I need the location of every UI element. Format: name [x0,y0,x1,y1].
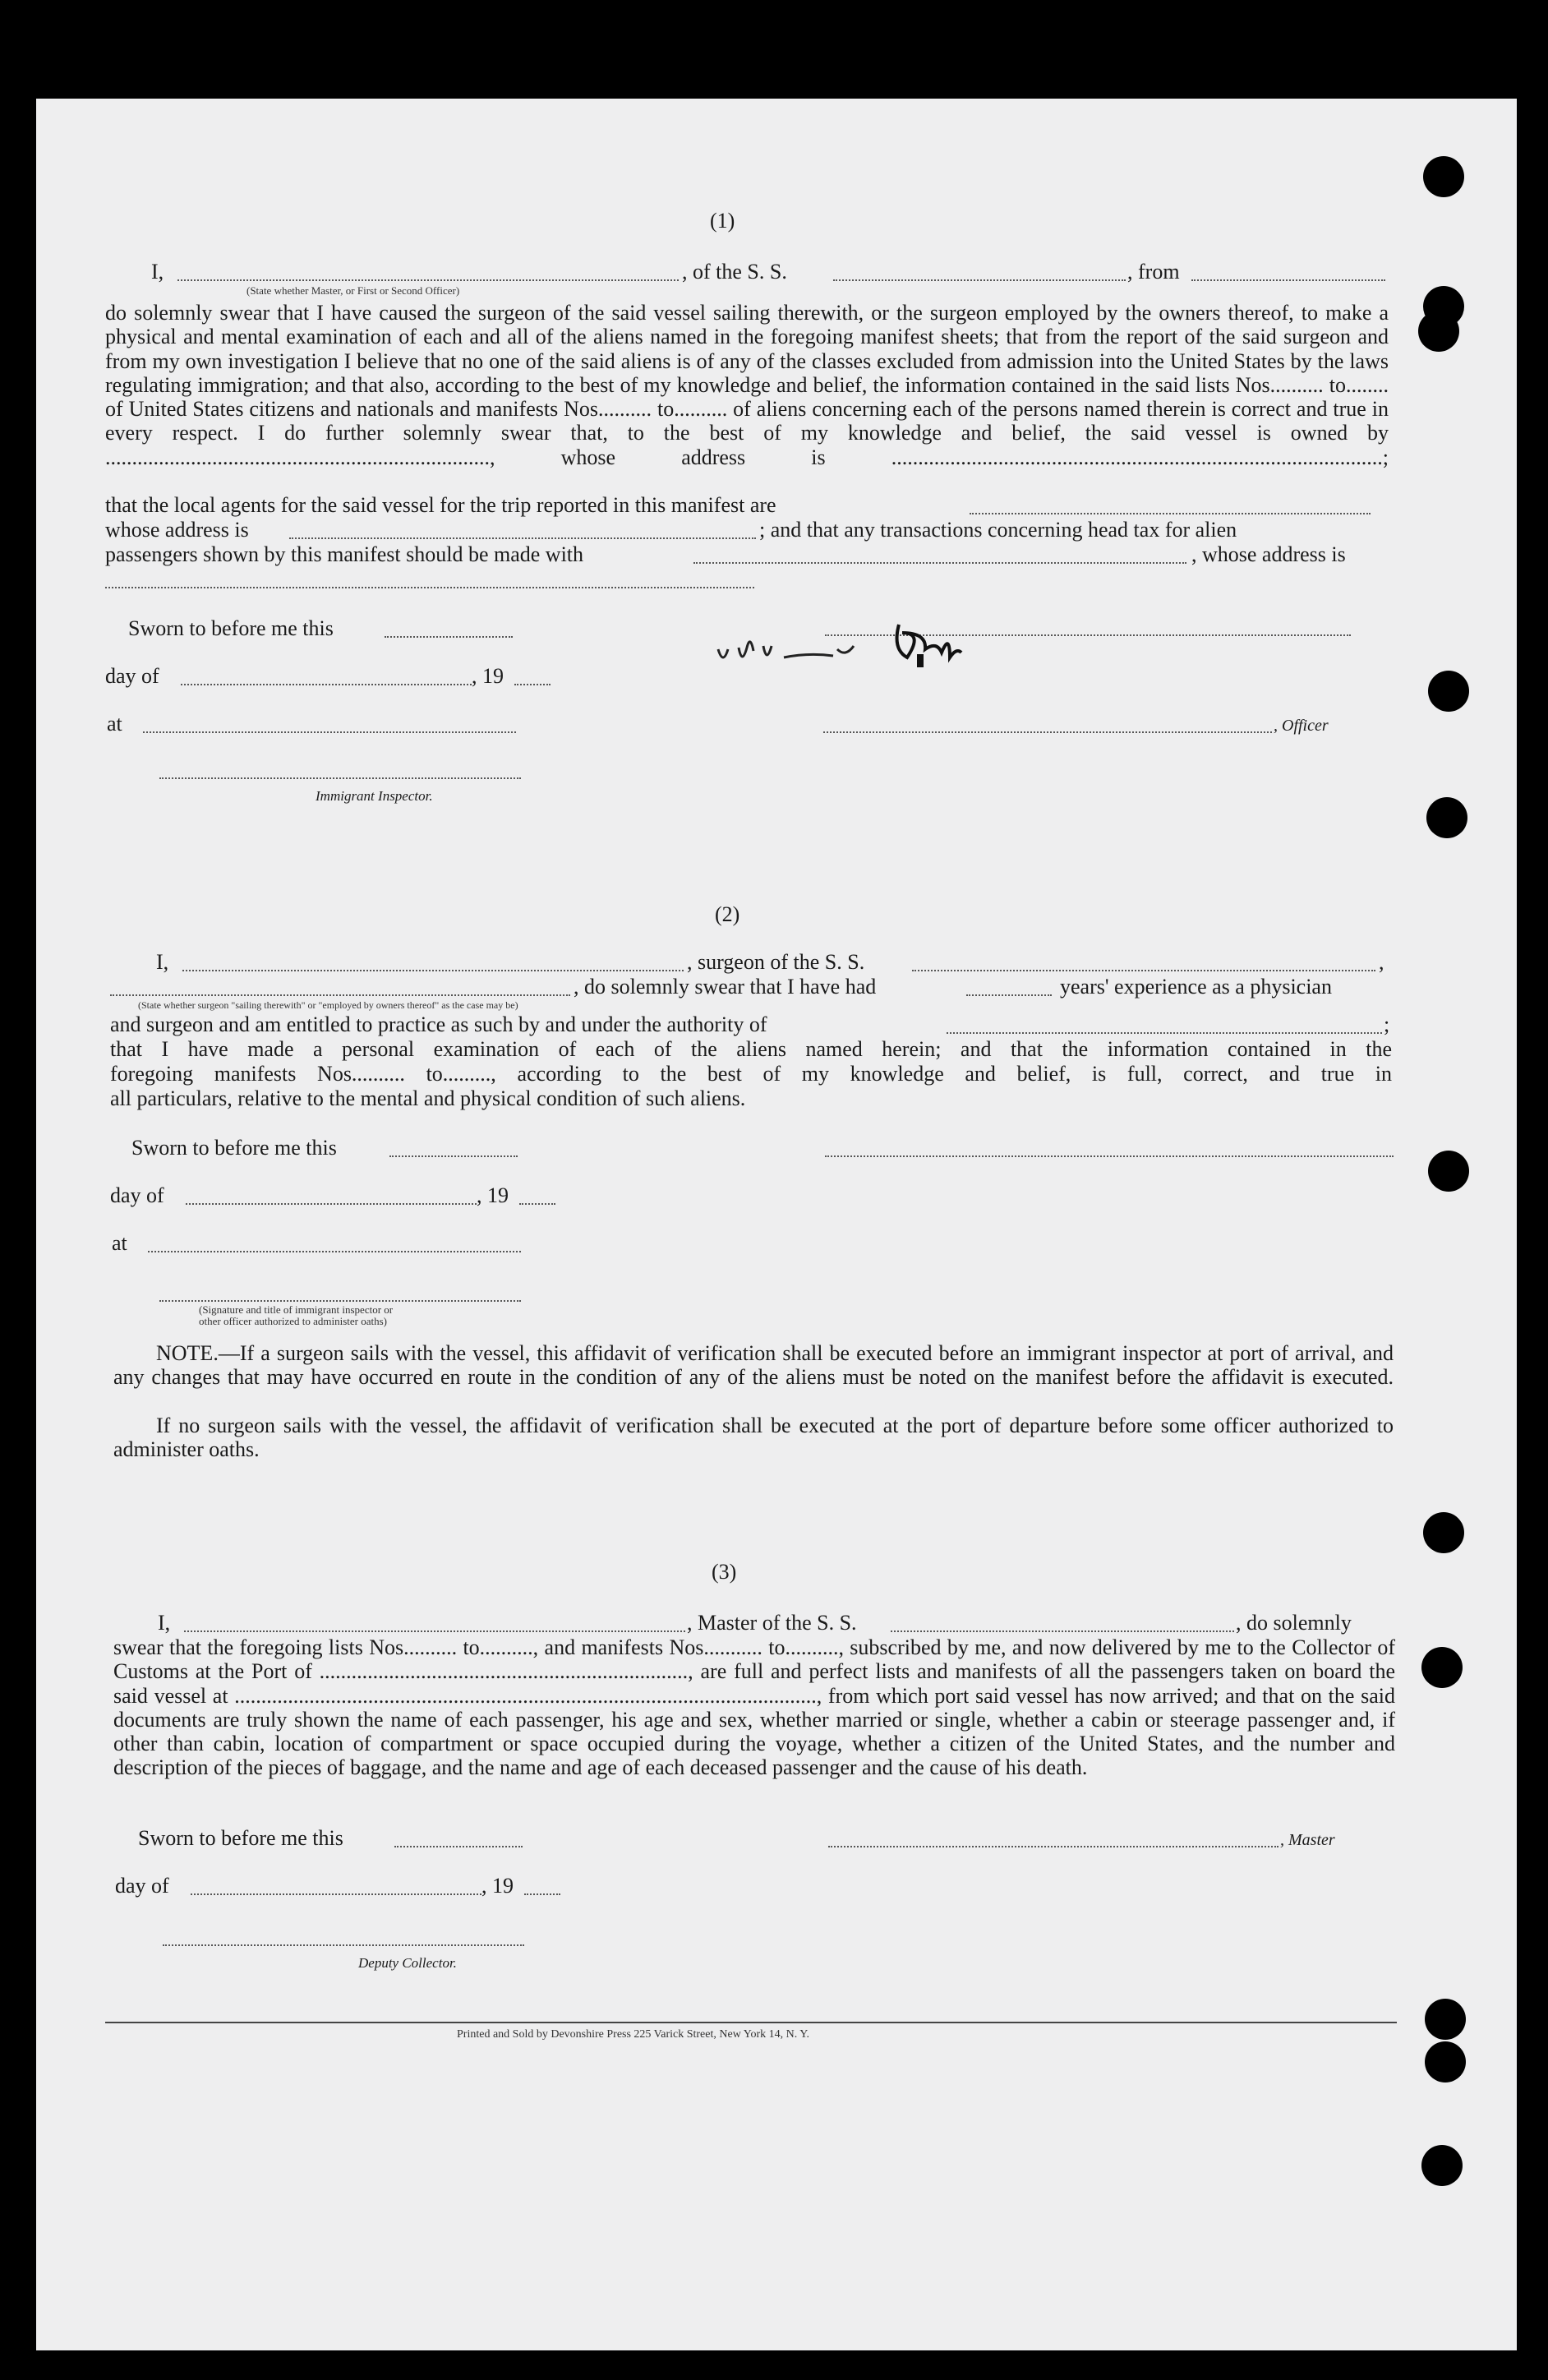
s3-master-label: , Master [1280,1831,1335,1849]
s3-year-field[interactable] [524,1893,560,1895]
s1-agents-field[interactable] [970,513,1371,514]
s3-i-label: I, [158,1611,171,1635]
s3-sworn-label: Sworn to before me this [138,1826,343,1850]
punch-hole [1428,1151,1469,1192]
s1-from-field[interactable] [1191,279,1385,281]
s2-swear-label: , do solemnly swear that I have had [574,975,877,999]
s1-passengers-line-end: , whose address is [1191,542,1346,566]
punch-hole [1421,1647,1463,1688]
s1-address-field[interactable] [289,537,756,539]
punch-hole [1421,2145,1463,2186]
s2-day-of-label: day of [110,1183,164,1207]
section-2-number: (2) [715,902,740,926]
s2-year-field[interactable] [519,1203,555,1205]
s3-master-of-label: , Master of the S. S. [687,1611,857,1635]
s2-note-1: NOTE.—If a surgeon sails with the vessel, this affidavit of verification shall be executed before an immigrant inspector at port of arrival, and any changes that may have occurred en route in the condition of any of the aliens must be noted on the manifest before the affidavit is executed. [113,1341,1394,1390]
s3-day-of-label: day of [115,1874,169,1898]
s2-surgeon-of-label: , surgeon of the S. S. [687,950,865,974]
s1-agents-line: that the local agents for the said vessel for the trip reported in this manifest are [105,493,776,517]
punch-hole [1426,797,1467,838]
s1-at-label: at [107,712,122,736]
s1-day-field[interactable] [181,684,472,685]
s1-master-caption: (State whether Master, or First or Second Officer) [246,284,460,297]
s2-name-field[interactable] [182,970,684,971]
s2-years-label: years' experience as a physician [1060,975,1332,999]
s1-address-line: whose address is [105,518,249,542]
s2-all-line: all particulars, relative to the mental and physical condition of such aliens. [110,1086,746,1110]
punch-hole [1423,1512,1464,1553]
s3-master-signature-field[interactable] [828,1846,1278,1847]
s1-year-field[interactable] [514,684,551,685]
punch-hole [1428,671,1469,712]
s1-passengers-field[interactable] [693,562,1186,564]
s3-collector-caption: Deputy Collector. [358,1955,457,1971]
s1-master-name-field[interactable] [177,279,679,281]
s2-i-label: I, [156,950,169,974]
s1-inspector-caption: Immigrant Inspector. [316,788,433,804]
s2-at-label: at [112,1231,127,1255]
s3-sworn-field[interactable] [394,1846,523,1847]
s2-comma: , [1379,950,1384,974]
s1-body-text: do solemnly swear that I have caused the surgeon of the said vessel sailing therewith, or the surgeon employed by the owners thereof, to make a physical and mental examination of each and all of the aliens named in the foregoing manifest sheets; that from the report of the said surgeon and from my own investigation I believe that no one of the said aliens is of any of the classes excluded from admission into the United States by the laws regulating immigration; and that also, according to the best of my knowledge and belief, the information contained in the said lists Nos.......... to........ of United States citizens and nationals and manifests Nos.......... to.......... of aliens concerning each of the persons named therein is correct and true in every respect. I do further solemnly swear that, to the best of my knowledge and belief, the said vessel is owned by ........................................................................, whose address is ............................................................................................; [105,301,1389,469]
s2-authority-field[interactable] [947,1032,1382,1034]
s1-inspector-signature-field[interactable] [159,777,521,779]
s1-at-field[interactable] [143,731,516,733]
s2-vessel-field[interactable] [912,970,1375,971]
s1-passengers-line: passengers shown by this manifest should be made with [105,542,584,566]
s2-signature-caption-1: (Signature and title of immigrant inspector or [199,1303,394,1316]
s2-years-field[interactable] [966,994,1052,996]
s2-sailing-field[interactable] [110,994,570,996]
s2-authority-line: and surgeon and am entitled to practice as such by and under the authority of [110,1012,767,1036]
s2-semicolon: ; [1384,1012,1390,1036]
s1-sworn-field[interactable] [385,636,513,638]
punch-hole [1418,311,1459,352]
s2-day-field[interactable] [186,1203,477,1205]
s3-body-text: swear that the foregoing lists Nos.......... to.........., and manifests Nos........... to.........., subscribed by me, and now delivered by me to the Collector of Customs at the Port of ....................................................................., are full and perfect lists and manifests of all the passengers taken on board the said vessel at ............................................................................................................., from which port said vessel has now arrived; and that on the said documents are truly shown the name of each passenger, his age and sex, whether married or single, whether a cabin or steerage passenger and, if other than cabin, location of compartment or space occupied during the voyage, whether a citizen of the United States, and the number and description of the pieces of baggage, and the name and age of each deceased passenger and the cause of his death. [113,1635,1395,1780]
s1-extra-line[interactable] [105,587,754,588]
s2-at-field[interactable] [148,1251,521,1252]
s2-year-label: , 19 [477,1183,509,1207]
s2-sworn-label: Sworn to before me this [131,1136,337,1160]
punch-hole [1423,156,1464,197]
s1-officer-field[interactable] [823,731,1272,733]
s2-officer-signature-field[interactable] [159,1300,521,1302]
s3-collector-signature-field[interactable] [163,1944,524,1946]
s3-solemnly-label: , do solemnly [1236,1611,1352,1635]
s2-note-2: If no surgeon sails with the vessel, the affidavit of verification shall be executed at the port of departure before some officer authorized to administer oaths. [113,1414,1394,1462]
s2-sworn-field[interactable] [389,1155,518,1157]
s1-year-label: , 19 [472,664,504,688]
s1-officer-label: , Officer [1274,717,1329,735]
s3-name-field[interactable] [184,1630,685,1632]
s1-sworn-label: Sworn to before me this [128,616,334,640]
s2-signature-line[interactable] [825,1155,1394,1157]
s1-address-line-end: ; and that any transactions concerning head tax for alien [759,518,1237,542]
document-page [36,99,1517,2350]
punch-hole [1425,2041,1466,2082]
s1-day-of-label: day of [105,664,159,688]
s2-manifests-line: foregoing manifests Nos.......... to........., according to the best of my knowledge and belief, is full, correct, and true in [110,1062,1392,1086]
s2-exam-line: that I have made a personal examination of each of the aliens named herein; and that the information contained in the [110,1037,1392,1061]
s1-from-label: , from [1127,260,1180,284]
s1-vessel-name-field[interactable] [833,279,1126,281]
footer-printer-text: Printed and Sold by Devonshire Press 225 Varick Street, New York 14, N. Y. [457,2028,810,2041]
s3-year-label: , 19 [481,1874,514,1898]
s2-caption: (State whether surgeon "sailing therewith" or "employed by owners thereof" as the case may be) [138,999,518,1011]
s1-i-label: I, [151,260,164,284]
punch-hole [1425,1999,1466,2040]
s1-of-the-ss-label: , of the S. S. [682,260,787,284]
s2-signature-caption-2: other officer authorized to administer oaths) [199,1315,387,1327]
s3-vessel-field[interactable] [891,1630,1234,1632]
section-3-number: (3) [712,1560,737,1584]
s1-signature-scribble [693,616,1022,682]
s3-day-field[interactable] [191,1893,481,1895]
footer-rule [105,2022,1397,2023]
section-1-number: (1) [710,209,735,233]
